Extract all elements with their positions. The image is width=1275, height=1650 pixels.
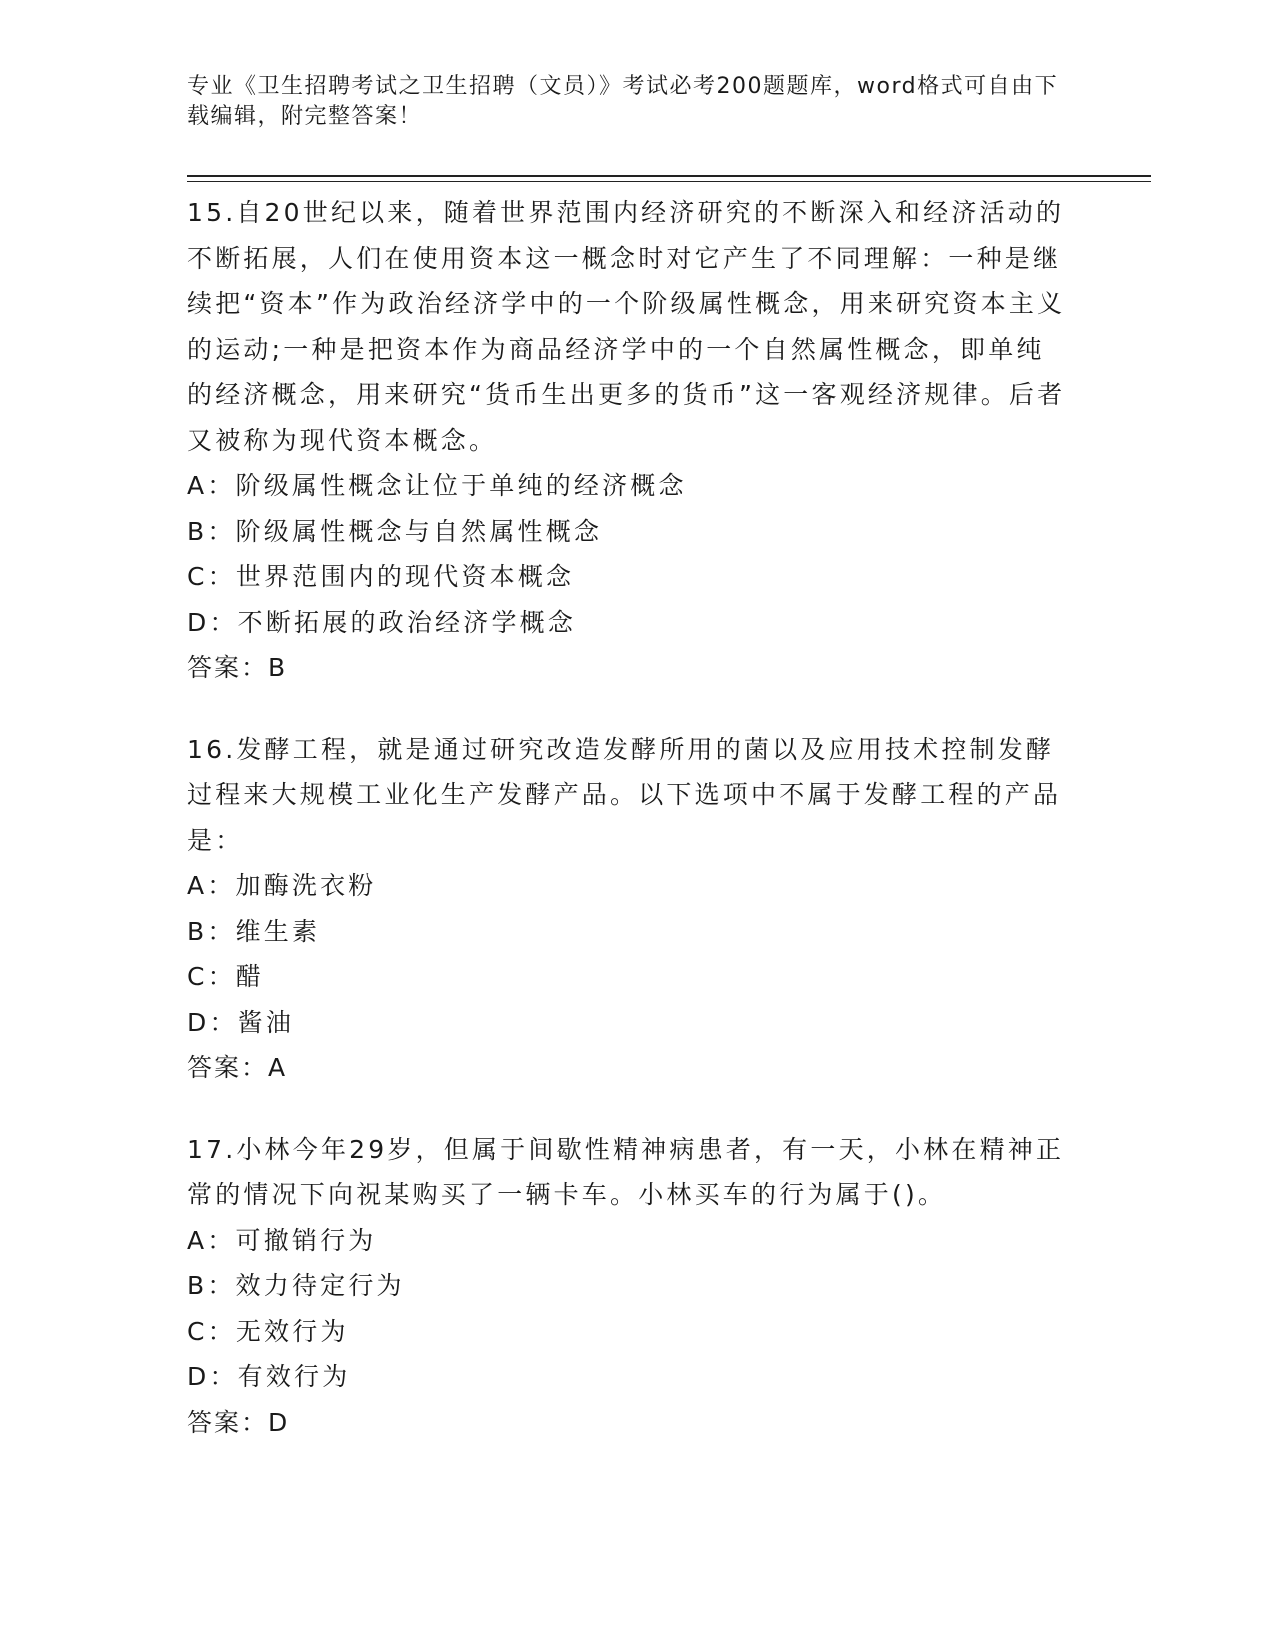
answer: 答案：D — [187, 1407, 290, 1437]
option-b: B：效力待定行为 — [187, 1271, 405, 1300]
answer: 答案：B — [187, 653, 288, 682]
question-text: 16.发酵工程，就是通过研究改造发酵所用的菌以及应用技术控制发酵过程来大规模工业化生产发酵产品。以下选项中不属于发酵工程的产品是： — [187, 734, 1062, 855]
question-list — [187, 190, 1072, 1481]
question-16 — [187, 727, 1072, 1091]
document-header: 专业《卫生招聘考试之卫生招聘（文员）》考试必考200题题库，word格式可自由下载编辑，附完整答案！ — [187, 74, 1059, 129]
option-c: C：无效行为 — [187, 1316, 349, 1346]
question-15 — [187, 190, 1072, 691]
option-b: B：阶级属性概念与自然属性概念 — [187, 516, 603, 546]
option-d: D：有效行为 — [187, 1362, 351, 1391]
header-divider — [187, 175, 1151, 177]
option-c: C：世界范围内的现代资本概念 — [187, 562, 575, 591]
header-divider-thin — [187, 181, 1151, 182]
answer: 答案：A — [187, 1053, 288, 1082]
option-a: A：阶级属性概念让位于单纯的经济概念 — [187, 471, 687, 500]
option-d: D：酱油 — [187, 1007, 295, 1037]
option-d: D：不断拓展的政治经济学概念 — [187, 607, 577, 637]
option-b: B：维生素 — [187, 916, 321, 946]
option-c: C：醋 — [187, 962, 265, 991]
question-17 — [187, 1127, 1072, 1446]
question-text: 17.小林今年29岁，但属于间歇性精神病患者，有一天，小林在精神正常的情况下向祝某购买了一辆卡车。小林买车的行为属于()。 — [187, 1134, 1065, 1209]
option-a: A：加酶洗衣粉 — [187, 871, 377, 900]
option-a: A：可撤销行为 — [187, 1225, 377, 1255]
question-text: 15.自20世纪以来，随着世界范围内经济研究的不断深入和经济活动的不断拓展，人们在使用资本这一概念时对它产生了不同理解：一种是继续把“资本”作为政治经济学中的一个阶级属性概念，用来研究资本主义的运动;一种是把资本作为商品经济学中的一个自然属性概念，即单纯的经济概念，用来研究“货币生出更多的货币”这一客观经济规律。后者又被称为现代资本概念。 — [187, 198, 1066, 455]
